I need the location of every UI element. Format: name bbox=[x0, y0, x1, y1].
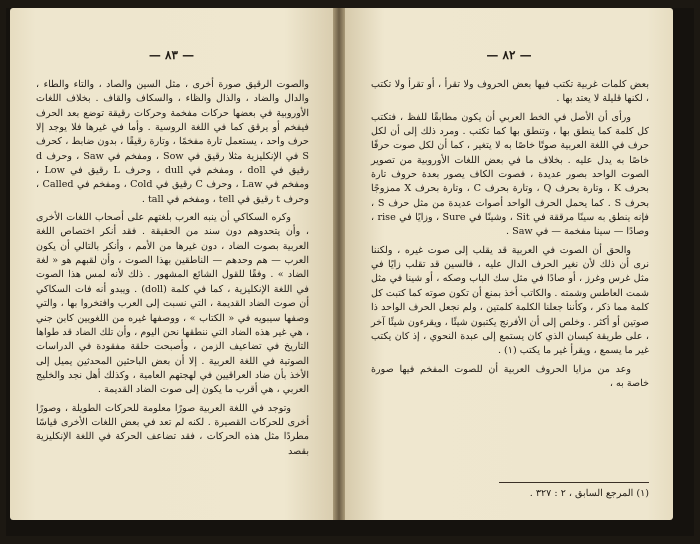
book-spine bbox=[333, 8, 345, 520]
left-page-number: — ٨٣ — bbox=[148, 48, 195, 62]
left-paragraph-1: والصوت الرقيق صورة أخرى ، مثل السين والصاد ، والتاء والطاء ، والدال والضاد ، والذال والظاء ، والسكاف والقاف . بخلاف اللغات الأوروبية في بعضها حركات مفخمة وحركات رقيقة توضع بعد الحرف فيفخم أو يرقق كما في اللغة الروسية . وأما في غيرها فلا يوجد إلا حرف واحد ، يستعمل تارة مفخمًا ، وتارة رقيقًا ، بدون ضابط ، كحرف S في الإنكليزية مثلا رقيق في Sow ، ومفخم في Saw ، وحرف d رقيق في doll ، ومفخم في dull ، وحرف L رقيق في Low ، ومفخم في Law ، وحرف C رقيق في Cold ، ومفخم في Called ، وحرف t رقيق في tell ، ومفخم في tall . bbox=[36, 79, 309, 205]
left-paragraph-3: وتوجد في اللغة العربية صورًا معلومة للحركات الطويلة ، وصورًا أخرى للحركات القصيرة . لكنه لم تعد في بعض اللغات الأخرى قياسًا مطردًا مثل هذه الحركات ، فقد تضاعف الحركة في اللغة الإنكليزية بقصد bbox=[36, 402, 309, 457]
footnote: (١) المرجع السابق ، ٢ : ٣٢٧ . bbox=[529, 488, 649, 499]
right-paragraph-3: والحق أن الصوت في العربية قد يقلب إلى صوت غيره ، ولكننا نرى أن ذلك لأن نغير الحرف الدال عليه ، فالسين قد تقلب زايًا في مثل غرس وغرز ، أو صادًا في مثل سك الباب وصكه ، أو شينا في مثل شمت العاطس وشمته . والكاتب أخذ بمنع أن تكون صوته كما كتبت كل كلمة مما ذكر ، وكأننا جعلنا الكلمة كلمتين ، ولم نجعل الحرف الواحد ذا صوتين أو أكثر . وخلص إلى أن الأفرنج يكتبون شيئًا ، ويقرءون شيئًا آخر ، على طريقة كيسان الذي كان يستمع إلى عبدة النحوي ، إذ كان يكتب غير ما يسمع ، ويقرأ غير ما يكتب (١) . bbox=[371, 244, 649, 357]
right-paragraph-1: بعض كلمات غربية تكتب فيها بعض الحروف ولا تقرأ ، أو تقرأ ولا تكتب ، لكنها قليلة لا يعتد بها . bbox=[371, 79, 649, 105]
left-page bbox=[10, 8, 333, 520]
right-page-body bbox=[371, 78, 649, 395]
right-paragraph-4: وعد من مزايا الحروف العربية أن للصوت المفخم فيها صورة خاصة به ، bbox=[371, 363, 649, 389]
left-page-body bbox=[36, 78, 309, 463]
left-paragraph-2: وكره السكاكي أن ينبه العرب بلغتهم على أصحاب اللغات الأخرى ، وأن يتحدوهم دون سند من الحقيقة . فقد أنكر اختصاص اللغة العربية بصوت الضاد ، دون غيرها من الأمم ، وأنكر بالتالي أن يكون العرب — هم وحدهم — الناطقين بهذا الصوت ، وأن لقبهم هو « لغة الضاد » . وفقًا للقول الشائع المشهور . ذلك لأنه لمس هذا الصوت في اللغة الإنكليزية ، كما في كلمة (doll) . ويبدو أنه فات السكاكي أن صوت الضاد القديمة ، التي نسبت إلى العرب وافتخروا بها ، والتي وصفها سيبويه في « الكتاب » ، ووصفها غيره من اللغويين كابن جني ، هي غير هذه الضاد التي ننطقها نحن اليوم ، وأن تلك الضاد قد طواها التاريخ في تضاعيف الزمن ، وأصبحت حلقة مفقودة في الدراسات الصوتية في اللغة العربية . إلا أن بعض الباحثين المحدثين يميل إلى الأخذ بأن ضاد العراقيين في لهجتهم العامية ، وكذلك أهل نجد والخليج العربي ، هي أقرب ما يكون إلى صوت الضاد القديمة . bbox=[36, 212, 309, 396]
footnote-divider bbox=[499, 482, 649, 483]
right-page-number: — ٨٢ — bbox=[486, 48, 532, 62]
right-paragraph-2: ورأى أن الأصل في الخط العربي أن يكون مطابقًا للفظ ، فتكتب كل كلمة كما ينطق بها ، وتنطق بها كما تكتب . ومرد ذلك إلى أن لكل حرف في اللغة العربية صوتًا خاصًا به لا يتغير ، كما أن لكل صوت حرفًا خاصًا به يدل عليه . بخلاف ما في بعض اللغات الأوروبية من تصوير الصوت الواحد بصور عديدة ، فصوت الكاف يصور بعدة حروف تارة بحرف K ، وتارة بحرف Q ، وتارة بحرف C ، وتارة بحرف X ممزوجًا بحرف S . كما يحمل الحرف الواحد أصوات عديدة من مثل حرف S ، فإنه ينطق به سينًا مرققة في Sit ، وشينًا في Sure ، وزايًا في rise ، وصادًا — سينا مفخمة — في Saw . bbox=[371, 111, 649, 238]
right-page bbox=[345, 8, 673, 520]
